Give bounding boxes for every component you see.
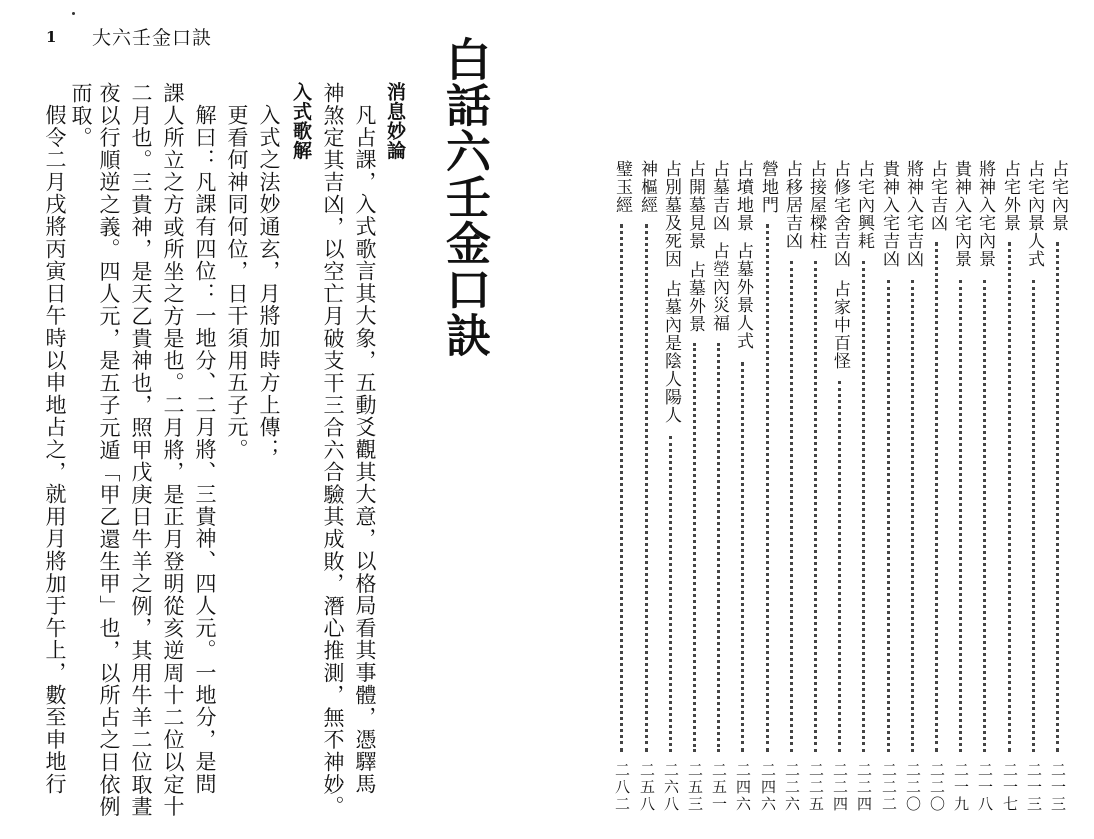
toc-leader-dots xyxy=(935,242,938,752)
toc-page-number: 二五一 xyxy=(710,762,728,813)
toc-entry: 占移居吉凶 xyxy=(782,160,802,250)
toc-entry: 占宅內景 xyxy=(1048,160,1068,232)
toc-page-number: 二五三 xyxy=(686,762,704,813)
running-title: 大六壬金口訣 xyxy=(92,27,213,49)
toc-entry: 占開墓見景 xyxy=(685,160,705,250)
body-line-rushi-2: 更看何神同何位，日干須用五子元。 xyxy=(225,104,249,461)
toc-leader-dots xyxy=(693,343,696,752)
toc-entry: 占塋內災福 xyxy=(709,242,729,333)
toc-page-number: 二四六 xyxy=(759,762,777,813)
body-line-xiaoxi-1: 凡占課，入式歌言其大象，五動爻觀其大意，以格局看其事體，憑驛馬 xyxy=(353,104,377,796)
toc-page-number: 二五八 xyxy=(638,762,656,813)
toc-page-number: 二二六 xyxy=(783,762,801,813)
toc-leader-dots xyxy=(741,362,744,752)
toc-entry: 占宅外景 xyxy=(1000,160,1020,232)
section-heading-xiaoxi: 消息妙論 xyxy=(384,82,406,160)
toc-leader-dots xyxy=(959,280,962,752)
body-line-rushi-5: 二月也。三貴神，是天乙貴神也，照甲戊庚日牛羊之例，其用牛羊二位取晝 xyxy=(129,82,153,818)
toc-entry: 將神入宅內景 xyxy=(975,160,995,268)
toc-page-number: 二二五 xyxy=(807,762,825,813)
section-heading-rushi: 入式歌解 xyxy=(290,82,312,160)
toc-leader-dots xyxy=(1008,242,1011,752)
toc-page-number: 二四六 xyxy=(734,762,752,813)
toc-leader-dots xyxy=(838,381,841,752)
book-title: 白話六壬金口訣 xyxy=(438,36,491,358)
toc-page-number: 二二〇 xyxy=(928,762,946,813)
toc-leader-dots xyxy=(669,436,672,752)
toc-entry: 占家中百怪 xyxy=(830,279,850,370)
gutter-mark xyxy=(72,12,75,15)
toc-leader-dots xyxy=(911,280,914,752)
toc-entry: 將神入宅吉凶 xyxy=(903,160,923,268)
toc-leader-dots xyxy=(766,224,769,752)
body-line-rushi-1: 入式之法妙通玄，月將加時方上傳； xyxy=(257,104,281,461)
toc-entry: 營地門 xyxy=(758,160,778,214)
toc-page-number: 二八二 xyxy=(613,762,631,813)
toc-leader-dots xyxy=(887,280,890,752)
toc-entry: 占墳地景 xyxy=(733,160,753,232)
body-line-xiaoxi-2: 神煞定其吉凶，以空亡月破支干三合六合驗其成敗，潛心推測，無不神妙。 xyxy=(321,82,345,818)
body-line-rushi-7: 而取。 xyxy=(69,82,93,149)
toc-entry: 貴神入宅吉凶 xyxy=(879,160,899,268)
toc-entry: 占墓外景人式 xyxy=(733,242,753,351)
toc-leader-dots xyxy=(1056,242,1059,752)
toc-leader-dots xyxy=(814,261,817,752)
toc-entry: 占宅內景人式 xyxy=(1024,160,1044,268)
toc-leader-dots xyxy=(1032,280,1035,752)
toc-entry: 占墓吉凶 xyxy=(709,160,729,232)
toc-page-number: 二二二 xyxy=(880,762,898,813)
toc-entry: 貴神入宅內景 xyxy=(951,160,971,268)
toc-leader-dots xyxy=(983,280,986,752)
toc-leader-dots xyxy=(645,224,648,752)
toc-leader-dots xyxy=(790,261,793,752)
toc-entry: 神樞經 xyxy=(637,160,657,214)
toc-entry: 璧玉經 xyxy=(612,160,632,214)
toc-page-number: 二二四 xyxy=(831,762,849,813)
toc-entry: 占接屋樑柱 xyxy=(806,160,826,250)
toc-leader-dots xyxy=(717,343,720,752)
toc-page-number: 二一八 xyxy=(976,762,994,813)
toc-leader-dots xyxy=(862,261,865,752)
toc-entry: 占別墓及死因 xyxy=(661,160,681,268)
toc-page-number: 二二四 xyxy=(855,762,873,813)
toc-page-number: 二六八 xyxy=(662,762,680,813)
toc-page-number: 二一九 xyxy=(952,762,970,813)
toc-entry: 占宅內興耗 xyxy=(854,160,874,250)
toc-page-number: 二一三 xyxy=(1025,762,1043,813)
toc-page-number: 二一七 xyxy=(1001,762,1019,813)
body-line-rushi-6: 夜以行順逆之義。四人元，是五子元遁「甲乙還生甲」也，以所占之日依例 xyxy=(97,82,121,818)
toc-page-number: 二一三 xyxy=(1049,762,1067,813)
body-line-rushi-4: 課人所立之方或所坐之方是也。二月將，是正月登明從亥逆周十二位以定十 xyxy=(161,82,185,818)
toc-leader-dots xyxy=(620,224,623,752)
toc-entry: 占宅吉凶 xyxy=(927,160,947,232)
toc-entry: 占墓內是陰人陽人 xyxy=(661,279,681,424)
toc-entry: 占墓外景 xyxy=(685,261,705,333)
body-line-rushi-3: 解曰：凡課有四位：一地分、二月將、三貴神、四人元。一地分，是問 xyxy=(193,104,217,796)
body-line-rushi-8: 假令二月戌將丙寅日午時以申地占之，就用月將加于午上，數至申地行 xyxy=(43,104,67,796)
toc-entry: 占修宅舍吉凶 xyxy=(830,160,850,268)
toc-page-number: 二二〇 xyxy=(904,762,922,813)
page-number: 1 xyxy=(46,28,57,46)
